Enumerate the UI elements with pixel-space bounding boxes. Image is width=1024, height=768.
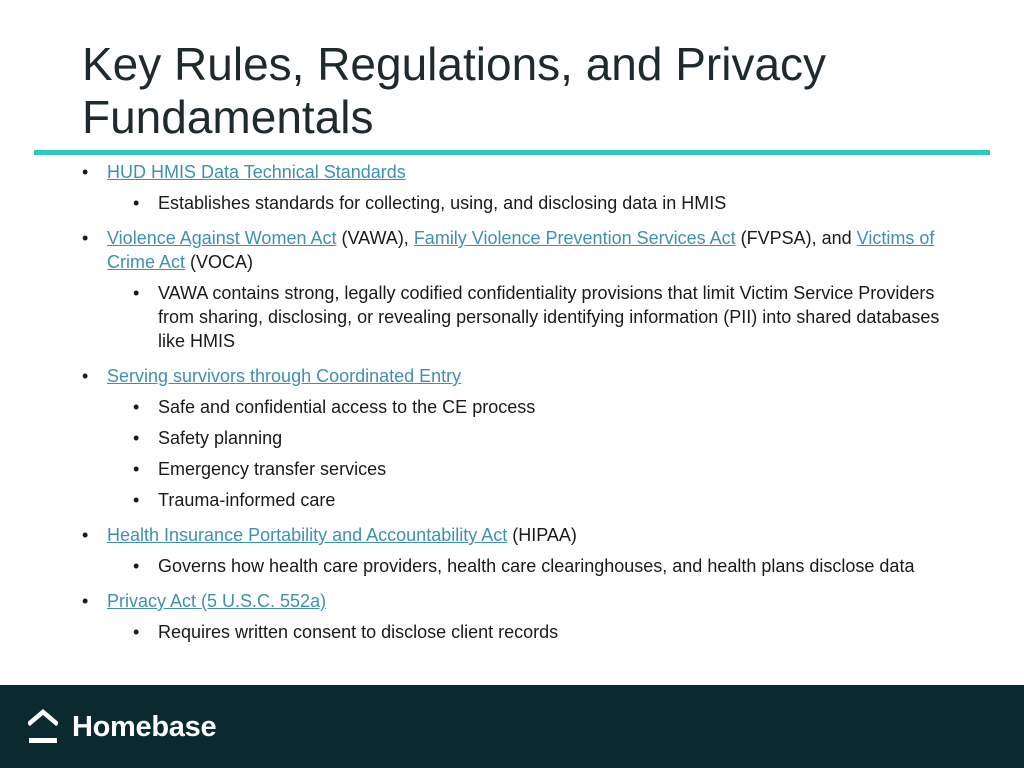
house-icon <box>28 709 58 745</box>
list-item <box>82 160 962 184</box>
vawa-abbrev: (VAWA), <box>336 228 414 248</box>
list-item <box>82 364 962 388</box>
fvpsa-abbrev: (FVPSA), and <box>735 228 857 248</box>
brand-name: Homebase <box>72 710 217 743</box>
sub-list-item: • Establishes standards for collecting, using, and disclosing data in HMIS <box>82 191 962 215</box>
title-divider <box>34 150 990 155</box>
coordinated-entry-link[interactable]: Serving survivors through Coordinated Entry <box>107 366 462 386</box>
sub-list-item: • Safe and confidential access to the CE process <box>82 395 962 419</box>
list-item <box>82 226 962 274</box>
privacy-act-link[interactable]: Privacy Act (5 U.S.C. 552a) <box>107 591 327 611</box>
voca-link[interactable]: Victims of Crime Act <box>107 228 935 272</box>
list-item <box>82 589 962 613</box>
sub-list-item: • Trauma-informed care <box>82 488 962 512</box>
list-item <box>82 523 962 547</box>
bullet-list <box>82 160 962 644</box>
voca-abbrev: (VOCA) <box>185 252 254 272</box>
footer-bar <box>0 685 1024 768</box>
hipaa-link[interactable]: Health Insurance Portability and Accountability Act <box>107 525 508 545</box>
sub-list-item: • VAWA contains strong, legally codified confidentiality provisions that limit Victim Service Providers from sharing, disclosing, or revealing personally identifying information (PII) into shared databases like HMIS <box>82 281 962 353</box>
sub-list-item: • Emergency transfer services <box>82 457 962 481</box>
sub-list-item: • Safety planning <box>82 426 962 450</box>
sub-list-item: • Requires written consent to disclose client records <box>82 620 962 644</box>
hud-hmis-standards-link[interactable]: HUD HMIS Data Technical Standards <box>107 162 406 182</box>
fvpsa-link[interactable]: Family Violence Prevention Services Act <box>413 228 736 248</box>
homebase-logo <box>28 705 216 749</box>
sub-list-item: • Governs how health care providers, health care clearinghouses, and health plans disclose data <box>82 554 962 578</box>
hipaa-abbrev: (HIPAA) <box>507 525 577 545</box>
page-title: Key Rules, Regulations, and Privacy Fundamentals <box>82 38 827 143</box>
vawa-link[interactable]: Violence Against Women Act <box>107 228 337 248</box>
